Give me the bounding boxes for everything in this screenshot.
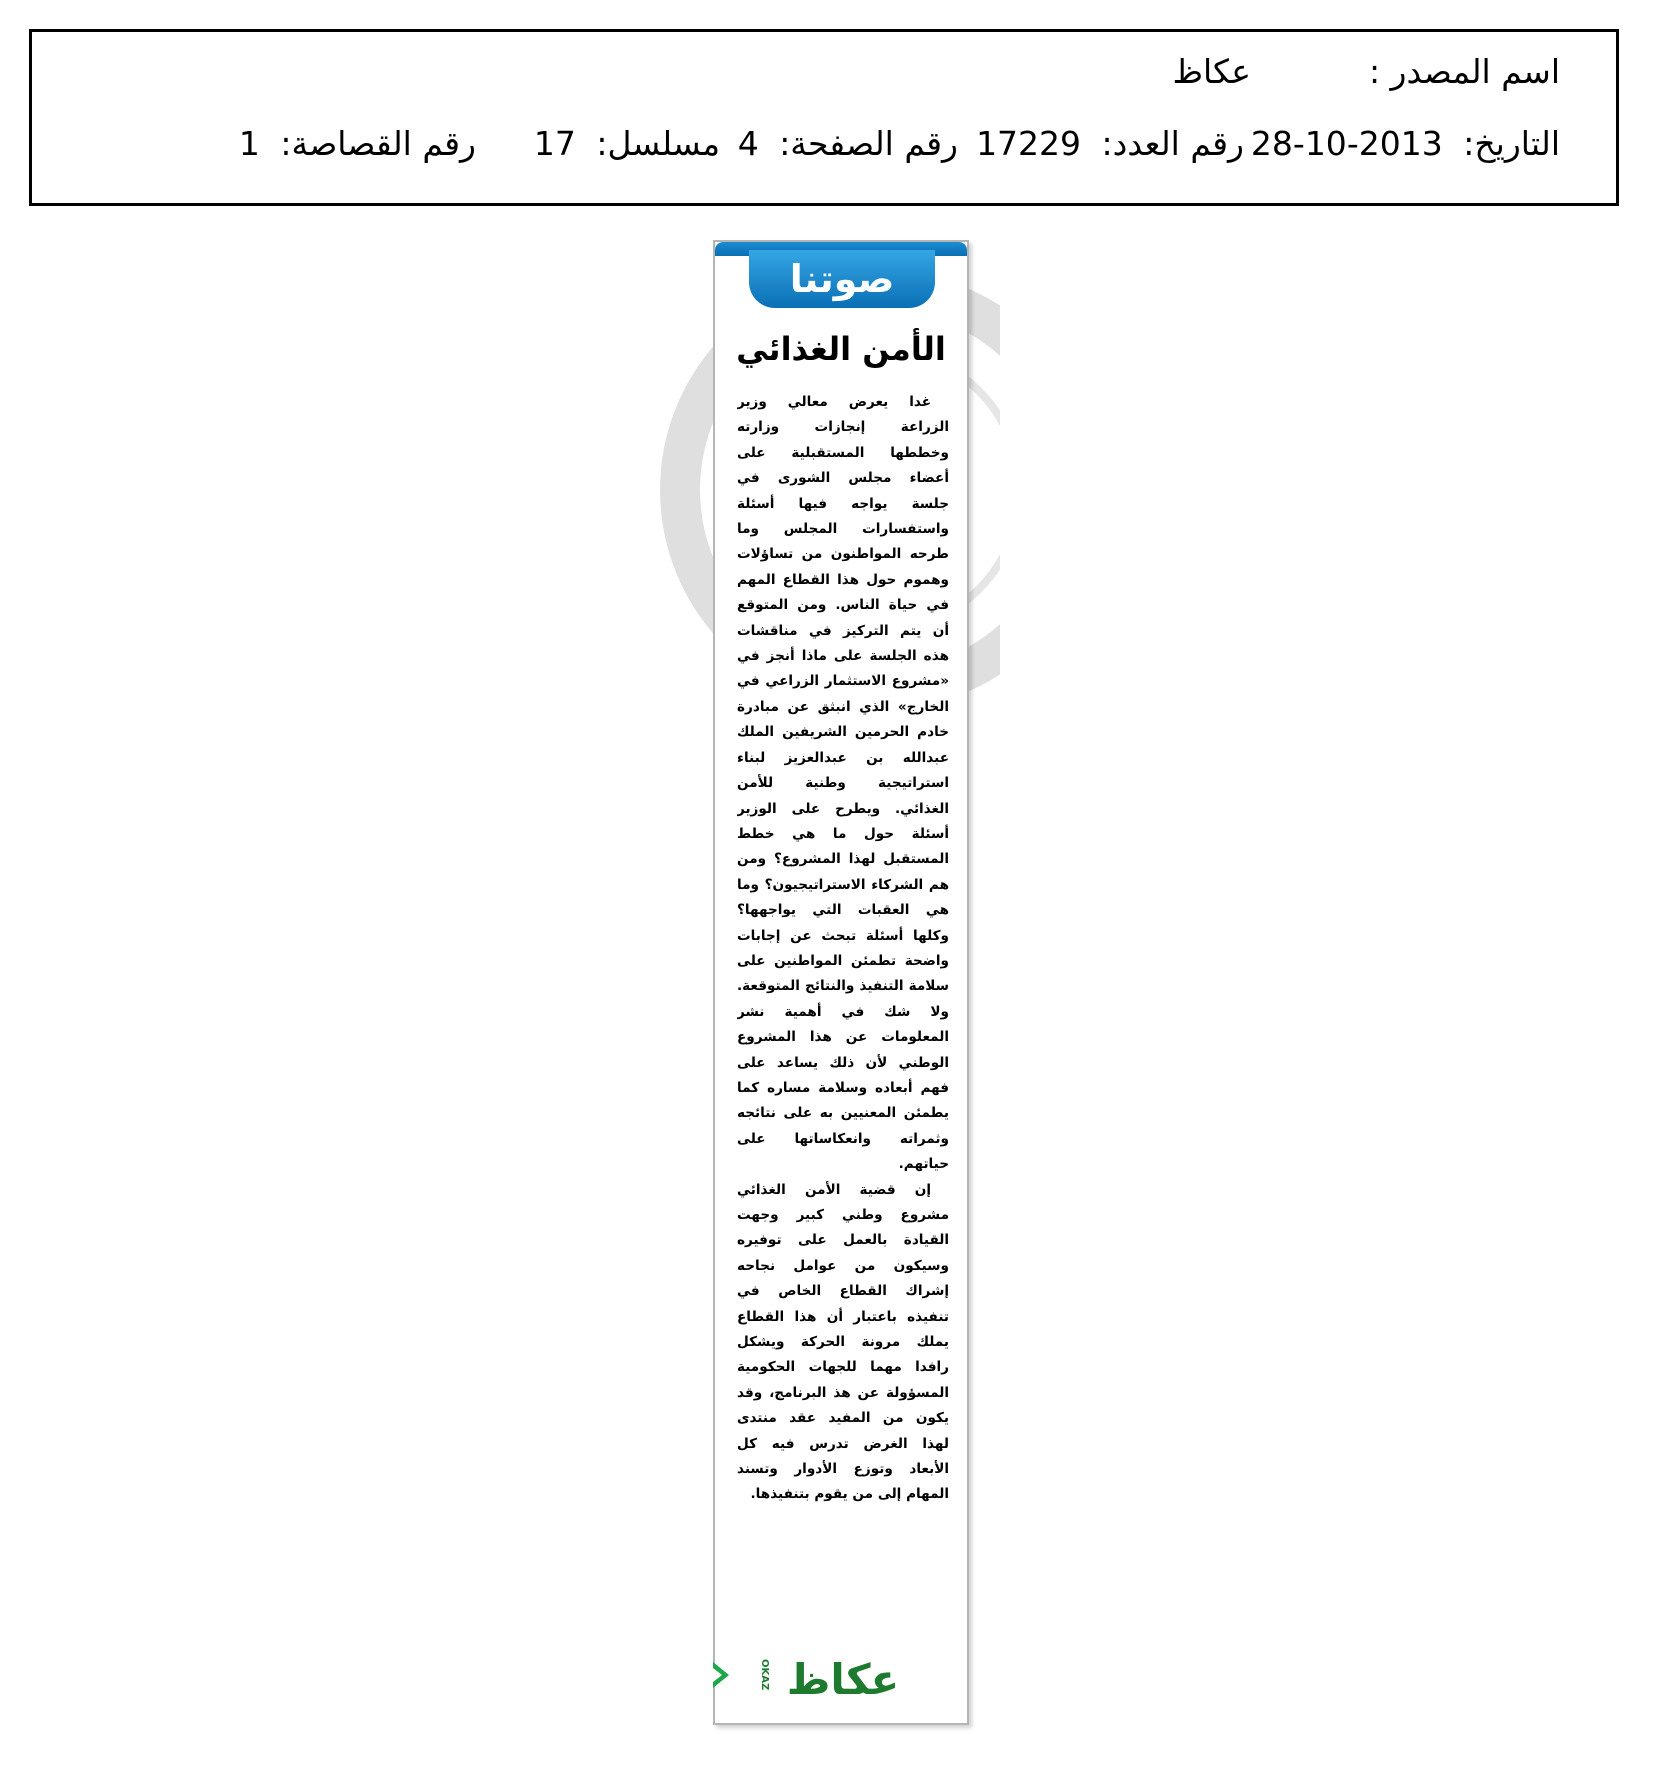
- section-title: صوتنا: [789, 257, 895, 301]
- page-label: رقم الصفحة:: [779, 124, 958, 163]
- article-paragraph: إن قضية الأمن الغذائي مشروع وطني كبير وجهت القيادة بالعمل على توفيره وسيكون من عوامل نجاحه إشراك القطاع الخاص في تنفيذه باعتبار أن هذا القطاع يملك مرونة الحركة ويشكل رافدا مهما للجهات الحكومية المسؤولة عن هذ البرنامج، وقد يكون من المفيد عقد منتدى لهذا الغرض تدرس فيه كل الأبعاد وتوزع الأدوار وتسند المهام إلى من يقوم بتنفيذها.: [737, 1181, 949, 1503]
- source-field: [1369, 52, 1560, 91]
- issue-field: [976, 124, 1244, 163]
- date-field: [1251, 124, 1560, 163]
- clip-value: 1: [238, 124, 260, 163]
- article-paragraph: غدا يعرض معالي وزير الزراعة إنجازات وزارته وخططها المستقبلية على أعضاء مجلس الشورى في جلسة يواجه فيها أسئلة واستفسارات المجلس وما طرحه المواطنون من تساؤلات وهموم حول هذا القطاع المهم في حياة الناس. ومن المتوقع أن يتم التركيز في مناقشات هذه الجلسة على ماذا أنجز في «مشروع الاستثمار الزراعي في الخارج» الذي انبثق عن مبادرة خادم الحرمين الشريفين الملك عبدالله بن عبدالعزيز لبناء استراتيجية وطنية للأمن الغذائي. ويطرح على الوزير أسئلة حول ما هي خطط المستقبل لهذا المشروع؟ ومن هم الشركاء الاستراتيجيون؟ وما هي العقبات التي يواجهها؟ وكلها أسئلة تبحث عن إجابات واضحة تطمئن المواطنين على سلامة التنفيذ والنتائج المتوقعة. ولا شك في أهمية نشر المعلومات عن هذا المشروع الوطني لأن ذلك يساعد على فهم أبعاده وسلامة مساره كما يطمئن المعنيين به على نتائجه وثمراته وانعكاساتها على حياتهم.: [737, 394, 949, 1173]
- article-body: [737, 390, 949, 1646]
- serial-field: [534, 124, 720, 163]
- date-label: التاريخ:: [1463, 124, 1560, 163]
- serial-value: 17: [533, 124, 576, 163]
- page-field: [738, 124, 958, 163]
- issue-label: رقم العدد:: [1101, 124, 1244, 163]
- source-info-box: [29, 29, 1619, 206]
- article-headline: الأمن الغذائي: [736, 330, 946, 368]
- date-value: 2013-10-28: [1250, 124, 1443, 163]
- issue-value: 17229: [976, 124, 1082, 163]
- serial-label: مسلسل:: [596, 124, 720, 163]
- clip-field: [239, 124, 476, 163]
- okaz-logo-text: عكاظ: [786, 1654, 900, 1704]
- source-value: عكاظ: [1172, 52, 1251, 91]
- clip-label: رقم القصاصة:: [280, 124, 476, 163]
- page-value: 4: [737, 124, 759, 163]
- newspaper-clipping: [713, 240, 969, 1725]
- arrow-right-icon: [713, 1662, 729, 1688]
- source-label: اسم المصدر :: [1368, 52, 1560, 91]
- section-ribbon: [749, 250, 935, 308]
- okaz-logo: [753, 1647, 933, 1711]
- okaz-logo-latin: OKAZ: [759, 1659, 770, 1691]
